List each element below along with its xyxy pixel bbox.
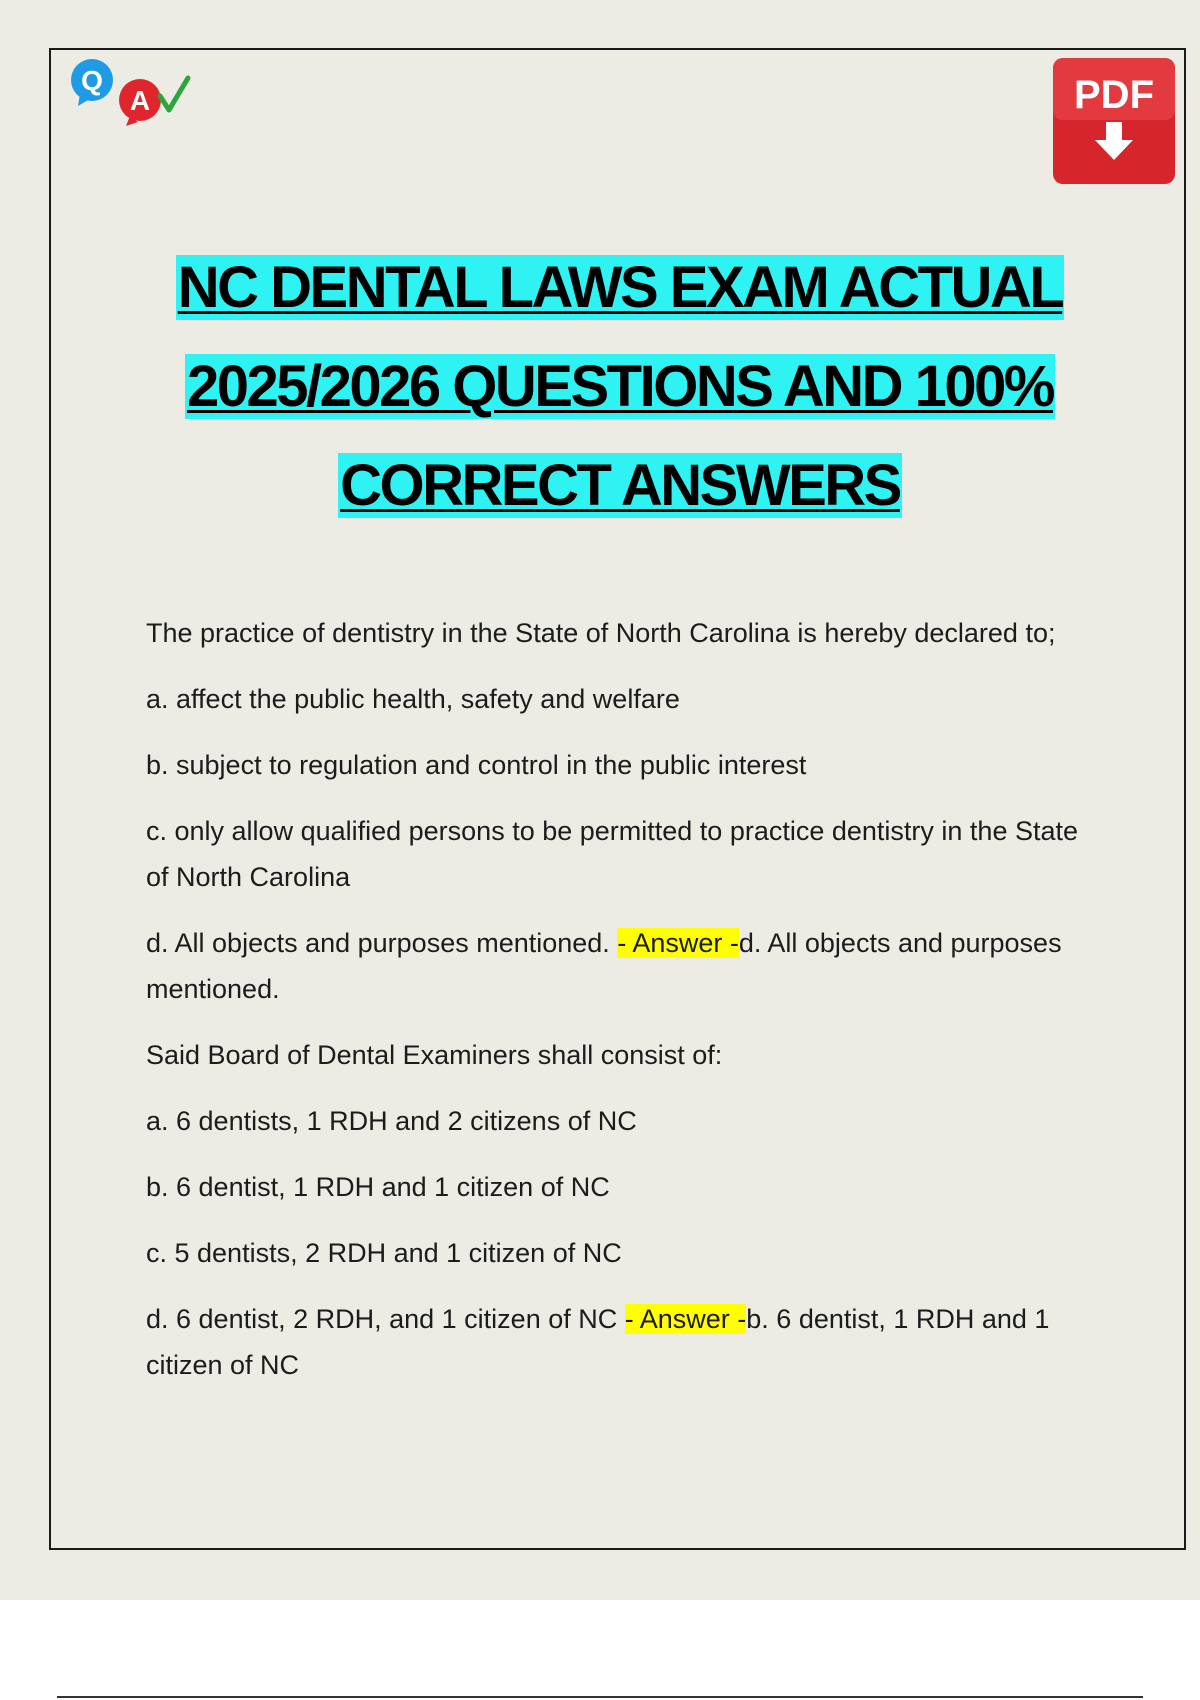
title-line xyxy=(80,238,1160,337)
answer-option: c. 5 dentists, 2 RDH and 1 citizen of NC xyxy=(146,1238,622,1268)
correct-answer: b. 6 dentist, 1 RDH and 1 citizen of NC xyxy=(146,1304,1050,1380)
answer-option-with-answer xyxy=(146,1296,1106,1388)
qa-logo-icon xyxy=(68,56,192,130)
title-line-text: CORRECT ANSWERS xyxy=(340,453,900,518)
document-title xyxy=(80,238,1160,535)
title-line-text: NC DENTAL LAWS EXAM ACTUAL xyxy=(177,255,1063,320)
bottom-divider xyxy=(57,1696,1143,1698)
answer-option: b. 6 dentist, 1 RDH and 1 citizen of NC xyxy=(146,1172,610,1202)
pdf-label: PDF xyxy=(1074,73,1154,117)
title-line xyxy=(80,436,1160,535)
answer-option-with-answer xyxy=(146,920,1106,1012)
answer-option: b. subject to regulation and control in the public interest xyxy=(146,750,807,780)
title-line-text: 2025/2026 QUESTIONS AND 100% xyxy=(187,354,1053,419)
qa-logo-a-letter: A xyxy=(129,85,151,116)
correct-answer: d. All objects and purposes mentioned. xyxy=(146,928,1062,1004)
answer-marker: - Answer - xyxy=(624,1304,747,1334)
answer-option: a. 6 dentists, 1 RDH and 2 citizens of NC xyxy=(146,1106,637,1136)
answer-option-text: d. All objects and purposes mentioned. xyxy=(146,928,610,958)
qa-logo-q-letter: Q xyxy=(81,65,103,96)
pdf-download-icon[interactable] xyxy=(1051,56,1177,186)
answer-option: c. only allow qualified persons to be permitted to practice dentistry in the State of North Carolina xyxy=(146,816,1079,892)
title-line xyxy=(80,337,1160,436)
answer-option-text: d. 6 dentist, 2 RDH, and 1 citizen of NC xyxy=(146,1304,618,1334)
question-list xyxy=(146,610,1106,1408)
question-stem: Said Board of Dental Examiners shall consist of: xyxy=(146,1040,723,1070)
answer-marker: - Answer - xyxy=(617,928,739,958)
answer-option: a. affect the public health, safety and welfare xyxy=(146,684,680,714)
question-stem: The practice of dentistry in the State of North Carolina is hereby declared to; xyxy=(146,618,1056,648)
